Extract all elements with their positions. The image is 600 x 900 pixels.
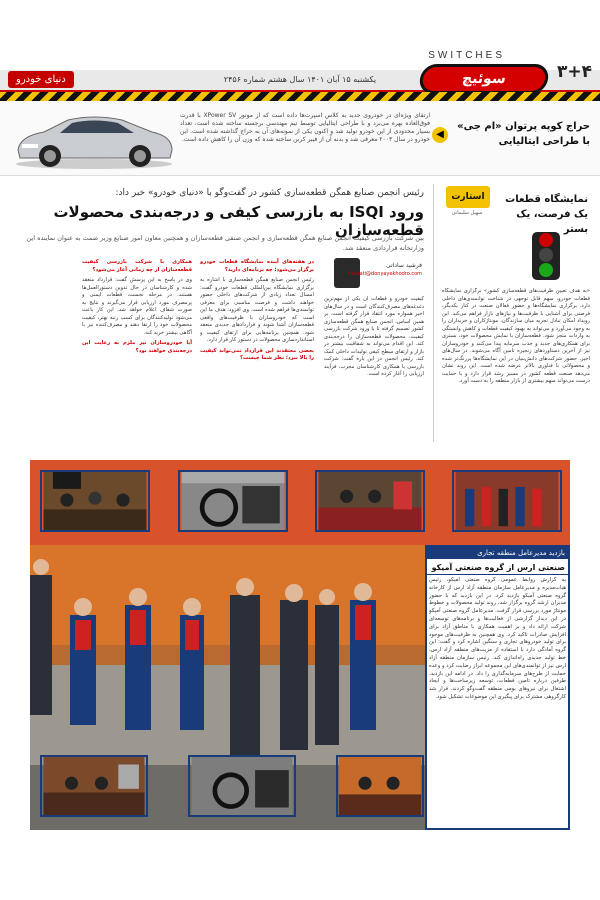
column-divider xyxy=(433,184,434,442)
photo-car-interior-2 xyxy=(188,755,296,817)
interview-question: همکاری با شرکت بازرسی کیفیت قطعه‌سازان از چه زمانی آغاز می‌شود؟ xyxy=(82,259,192,273)
arrow-left-icon[interactable]: ◀ xyxy=(432,127,448,143)
sidebar-body: «به هدف تعیین ظرفیت‌های قطعه‌سازی کشور» برگزاری نمایشگاه قطعات خودرو، سهم قابل توجهی در شناخت توانمندی‌های داخلی دارد. برگزاری نمایشگاه‌ها و حضور فعالان صنعت در کنار یکدیگر، فرصتی برای آشنایی با ظرفیت‌ها و نیازهای بازار فراهم می‌کند. این رویداد امکان تبادل تجربه میان سازندگان، مونتاژکاران و خریداران را به وجود می‌آورد و می‌تواند به بهبود کیفیت قطعات و کاهش وابستگی به واردات منجر شود. قطعه‌سازان با نمایش محصولات خود، بستری برای همکاری‌های جدید و جذب سرمایه پیدا می‌کنند و خودروسازان نیز از آخرین دستاوردهای زنجیره تامین آگاه می‌شوند. در سال‌های اخیر، حضور شرکت‌های دانش‌بنیان در این نمایشگاه‌ها پررنگ‌تر شده و محصولاتی با فناوری بالاتر عرضه شده است. این روند نشان می‌دهد صنعت قطعه کشور در مسیر رشد قرار دارد و با حمایت درست می‌تواند سهم بیشتری از بازار منطقه را به دست آورد. xyxy=(442,288,590,384)
hazard-stripe xyxy=(0,92,600,101)
article-lede: بین شرکت بازرسی کیفیت انجمن صنایع همگن قطعه‌سازی و انجمن صنفی قطعه‌سازان و همچنین معاون امور صنایع وزیر صمت به عنوان نماینده این وزارتخانه قراردادی منعقد شد. xyxy=(26,234,424,252)
photo-meeting-2 xyxy=(315,470,425,532)
masthead xyxy=(0,0,600,62)
photo-meeting-1 xyxy=(40,470,150,532)
article-column-1 xyxy=(324,296,424,438)
traffic-light-icon xyxy=(532,232,560,280)
author-email[interactable]: f.sadati@donyayekhodro.com xyxy=(347,271,422,277)
start-badge: استارت xyxy=(446,186,490,208)
dateline: یکشنبه ۱۵ آبان ۱۴۰۱ سال هشتم شماره ۲۴۵۶ xyxy=(223,75,377,84)
interview-question: بعضی معتقدند این قرارداد نمی‌تواند کیفیت را بالا ببرد؛ نظر شما چیست؟ xyxy=(200,347,314,361)
sidebar-author: سهیل سلیمانی xyxy=(451,210,483,216)
report-body: به گزارش روابط عمومی گروه صنعتی آمیکو، رئیس هیات‌مدیره و مدیرعامل سازمان منطقه آزاد ارس از کارخانه گروه صنعتی آمیکو بازدید کرد. در این بازدید که با حضور مدیران ارشد گروه برگزار شد، روند تولید محصولات و خطوط مونتاژ مورد بررسی قرار گرفت. مدیرعامل گروه صنعتی آمیکو در این دیدار گزارشی از فعالیت‌ها و برنامه‌های توسعه‌ای شرکت ارائه داد و بر اهمیت همکاری با مناطق آزاد برای افزایش صادرات تاکید کرد. وی همچنین به ظرفیت‌های موجود برای تولید خودروهای تجاری و سنگین اشاره کرد و گفت: این گروه آمادگی دارد با استفاده از مزیت‌های منطقه آزاد ارس، خط تولید جدیدی راه‌اندازی کند. رئیس سازمان منطقه آزاد ارس نیز از توانمندی‌های این مجموعه ابراز رضایت کرد و وعده حمایت از طرح‌های سرمایه‌گذاری را داد. در ادامه این بازدید، طرفین درباره تامین قطعات، توسعه زیرساخت‌ها و ایجاد اشتغال برای نیروهای بومی منطقه گفت‌وگو کردند. قرار شد کارگروهی مشترک برای پیگیری این موضوعات تشکیل شود. xyxy=(429,577,566,700)
section-title: سوئیچ xyxy=(461,71,507,87)
photo-meeting-3 xyxy=(40,755,148,817)
column-text: رئیس انجمن صنایع همگن قطعه‌سازی با اشاره به برگزاری نمایشگاه بین‌المللی قطعات خودرو گفت: امسال تعداد زیادی از شرکت‌های داخلی حضور خواهند داشت و فرصت مناسبی برای معرفی توانمندی‌ها فراهم شده است. وی افزود: هدف ما این است که خودروسازان با ظرفیت‌های واقعی قطعه‌سازان آشنا شوند و قراردادهای جدیدی منعقد شود. همچنین برنامه‌هایی برای ارتقای کیفیت و استانداردسازی محصولات در دستور کار قرار دارد. xyxy=(200,277,314,343)
page-number: ۳+۴ xyxy=(557,62,592,82)
interview-question: در هفته‌های آینده نمایشگاه قطعات خودرو برگزار می‌شود؛ چه برنامه‌ای دارید؟ xyxy=(200,259,314,273)
sports-car-image xyxy=(10,106,178,172)
author-name: فرشید ساداتی xyxy=(386,262,422,269)
article-column-2 xyxy=(200,256,314,438)
article-column-3 xyxy=(82,256,192,438)
promo-headline[interactable]: حراج کوپه پرتوان «ام جی» با طراحی ایتالیایی xyxy=(457,121,590,147)
article-kicker: رئیس انجمن صنایع همگن قطعه‌سازی کشور در گفت‌وگو با «دنیای خودرو» خبر داد: xyxy=(115,188,424,198)
photo-car-interior-1 xyxy=(178,470,288,532)
photo-factory-group xyxy=(452,470,562,532)
interview-question: آیا خودروسازان نیز ملزم به رعایت این درجه‌بندی خواهند بود؟ xyxy=(82,340,192,354)
section-english-label: SWITCHES xyxy=(428,50,505,61)
photo-meeting-4 xyxy=(336,755,424,817)
brand-logo: دنیای خودرو xyxy=(8,71,74,88)
report-headline: صنعتی ارس از گروه صنعتی آمیکو xyxy=(427,561,568,575)
section-title-badge xyxy=(418,64,550,94)
promo-text: ارتقای ویژه‌ای در خودروی جدید به کلاس اسپرت‌ها داده است که از موتور XPower SV با قدرت فوق‌العاده بهره می‌برد و با طراحی ایتالیایی توسط تیم مهندسی برجسته ساخته شده است. تعداد بسیار محدودی از این خودرو تولید شد و اکنون یکی از نمونه‌های آن به حراج گذاشته شده است. این خودرو در سال ۲۰۰۳ معرفی شد و بدنه آن از فیبر کربن ساخته شده که وزن آن را کاهش داده است. xyxy=(180,112,431,143)
column-text: کیفیت خودرو و قطعات آن یکی از مهم‌ترین دغدغه‌های مصرف‌کنندگان است و در سال‌های اخیر همواره مورد انتقاد قرار گرفته است. بر همین اساس، انجمن صنایع همگن قطعه‌سازی کشور تصمیم گرفته تا با ورود شرکت بازرسی کیفیت، محصولات قطعه‌سازان را درجه‌بندی کند. این اقدام می‌تواند به شفافیت بیشتر در بازار و ارتقای سطح کیفی تولیدات داخلی کمک کند. رئیس انجمن در این باره گفت: شرکت بازرسی با همکاری کارشناسان مجرب، فرآیند ارزیابی را آغاز کرده است. xyxy=(324,296,424,377)
column-text: وی در پاسخ به این پرسش گفت: قرارداد منعقد شده و کارشناسان در حال تدوین دستورالعمل‌ها هستند. در مرحله نخست، قطعات ایمنی و پرمصرف مورد ارزیابی قرار می‌گیرند و نتایج به صورت شفاف اعلام خواهد شد. این کار باعث می‌شود تولیدکنندگان برای کسب رتبه بهتر، کیفیت محصولات خود را ارتقا دهند و مصرف‌کننده نیز با آگاهی بیشتر خرید کند. xyxy=(82,277,192,336)
sidebar-title: نمایشگاه قطعات یک فرصت، یک بستر xyxy=(505,194,588,235)
report-kicker: بازدید مدیرعامل منطقه تجاری xyxy=(427,547,568,559)
article-headline: ورود ISQI به بازرسی کیفی و درجه‌بندی محصولات قطعه‌سازان xyxy=(53,203,424,239)
